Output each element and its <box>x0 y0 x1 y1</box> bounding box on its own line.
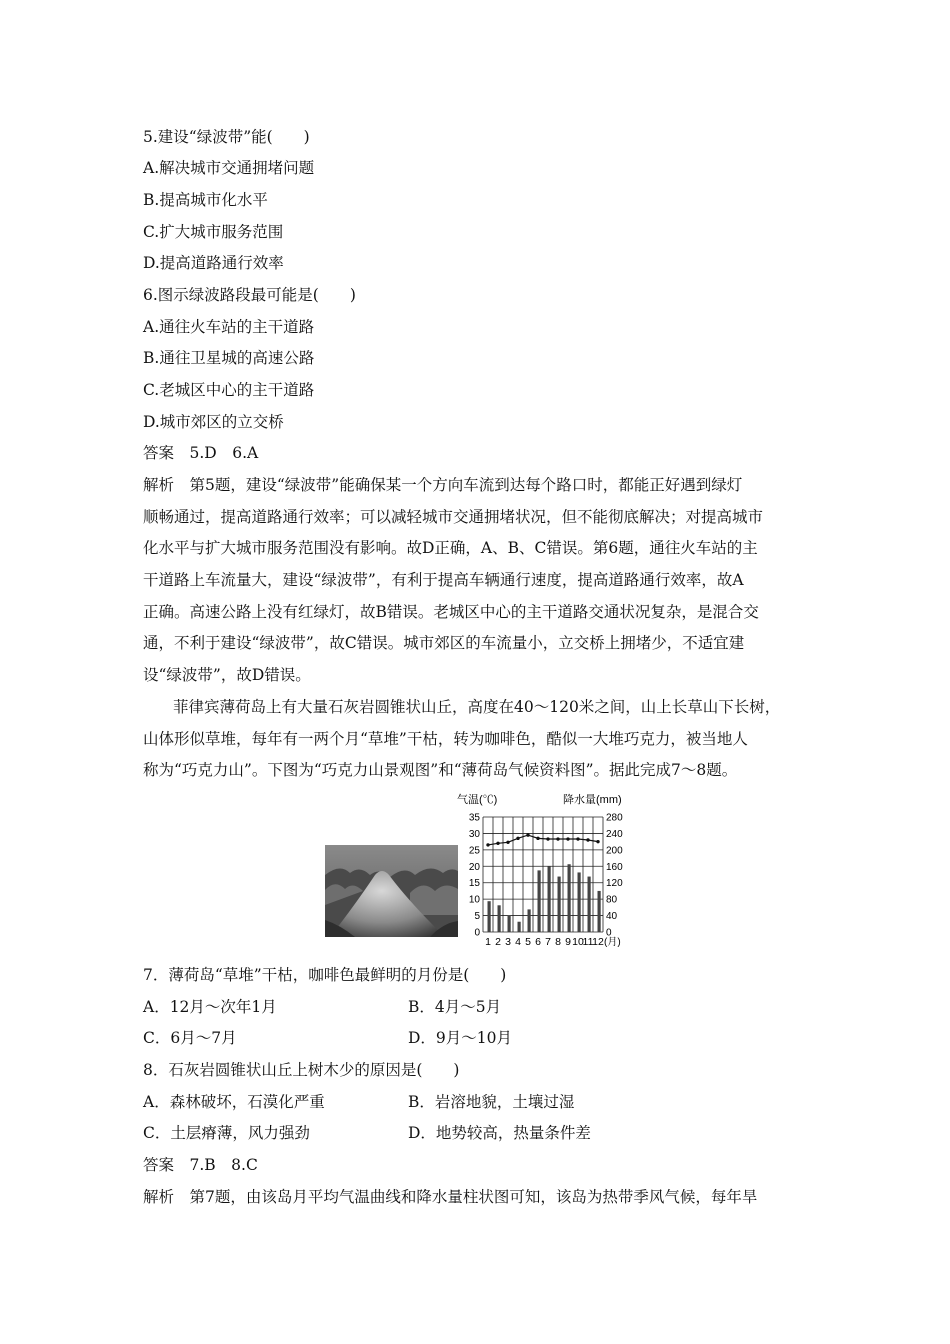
month-label: 6 <box>535 936 541 948</box>
question-7-option-c: C．6月～7月 <box>143 1029 237 1047</box>
precipitation-bar <box>498 905 501 932</box>
precipitation-bar <box>598 891 601 932</box>
left-tick-label: 20 <box>468 861 480 873</box>
left-tick-label: 15 <box>468 878 480 890</box>
analysis-5-6-line: 设“绿波带”，故D错误。 <box>143 666 311 684</box>
month-label: 3 <box>505 936 511 948</box>
precipitation-bar <box>588 877 591 932</box>
left-tick-label: 0 <box>474 927 480 939</box>
temperature-point <box>596 840 599 843</box>
analysis-5-6-line: 化水平与扩大城市服务范围没有影响。故D正确，A、B、C错误。第6题，通往火车站的主 <box>143 539 758 557</box>
question-5-option-b: B.提高城市化水平 <box>143 191 268 209</box>
precipitation-bar <box>548 866 551 932</box>
precipitation-bar <box>538 870 541 932</box>
passage-line: 菲律宾薄荷岛上有大量石灰岩圆锥状山丘，高度在40～120米之间，山上长草山下长树， <box>173 698 781 716</box>
month-unit-label: (月) <box>604 937 621 948</box>
question-7-option-a: A．12月～次年1月 <box>143 998 277 1016</box>
left-tick-label: 10 <box>468 894 480 906</box>
month-label: 12 <box>592 936 604 948</box>
temperature-point <box>536 837 539 840</box>
question-8-stem: 8．石灰岩圆锥状山丘上树木少的原因是( ) <box>143 1061 460 1079</box>
analysis-5-6-line: 解析 第5题，建设“绿波带”能确保某一个方向车流到达每个路口时，都能正好遇到绿灯 <box>143 476 743 494</box>
month-label: 5 <box>525 936 531 948</box>
question-7-stem: 7．薄荷岛“草堆”干枯，咖啡色最鲜明的月份是( ) <box>143 966 507 984</box>
question-8-option-a: A．森林破坏，石漠化严重 <box>143 1093 325 1111</box>
analysis-5-6-line: 顺畅通过，提高道路通行效率；可以减轻城市交通拥堵状况，但不能彻底解决；对提高城市 <box>143 508 764 526</box>
answer-5-6: 答案 5.D 6.A <box>143 444 259 462</box>
left-tick-label: 5 <box>474 911 480 923</box>
right-tick-label: 240 <box>606 828 623 840</box>
analysis-5-6-line: 干道路上车流量大，建设“绿波带”，有利于提高车辆通行速度，提高道路通行效率，故A <box>143 571 744 589</box>
month-label: 2 <box>495 936 501 948</box>
question-5-option-a: A.解决城市交通拥堵问题 <box>143 159 315 177</box>
month-label: 8 <box>555 936 561 948</box>
left-tick-label: 25 <box>468 845 480 857</box>
question-7-option-b: B．4月～5月 <box>408 998 502 1016</box>
temperature-point <box>496 842 499 845</box>
month-label: 1 <box>485 936 491 948</box>
answer-7-8: 答案 7.B 8.C <box>143 1156 258 1174</box>
right-tick-label: 0 <box>606 927 612 939</box>
right-tick-label: 280 <box>606 812 623 824</box>
question-8-option-d: D．地势较高，热量条件差 <box>408 1124 591 1142</box>
temperature-point <box>486 843 489 846</box>
question-5-option-c: C.扩大城市服务范围 <box>143 223 284 241</box>
temperature-point <box>556 837 559 840</box>
climate-chart <box>455 790 635 955</box>
precipitation-bar <box>528 909 531 932</box>
left-tick-label: 30 <box>468 828 480 840</box>
question-6-option-d: D.城市郊区的立交桥 <box>143 413 284 431</box>
analysis-5-6-line: 通，不利于建设“绿波带”，故C错误。城市郊区的车流量小，立交桥上拥堵少，不适宜建 <box>143 634 745 652</box>
left-axis-label: 气温(℃) <box>457 794 498 806</box>
right-axis-label: 降水量(mm) <box>563 794 622 806</box>
precipitation-bar <box>578 872 581 932</box>
temperature-point <box>506 841 509 844</box>
month-label: 10 <box>572 936 584 948</box>
month-label: 7 <box>545 936 551 948</box>
question-6-stem: 6.图示绿波路段最可能是( ) <box>143 286 356 304</box>
temperature-point <box>516 837 519 840</box>
question-6-option-c: C.老城区中心的主干道路 <box>143 381 315 399</box>
chocolate-hills-photo <box>325 845 458 937</box>
precipitation-bar <box>558 877 561 932</box>
right-tick-label: 160 <box>606 861 623 873</box>
temperature-point <box>576 837 579 840</box>
question-6-option-b: B.通往卫星城的高速公路 <box>143 349 315 367</box>
analysis-7-8-line: 解析 第7题，由该岛月平均气温曲线和降水量柱状图可知，该岛为热带季风气候，每年旱 <box>143 1188 758 1206</box>
precipitation-bar <box>568 864 571 932</box>
month-label: 11 <box>582 936 594 948</box>
right-tick-label: 200 <box>606 845 623 857</box>
question-8-option-c: C．土层瘠薄，风力强劲 <box>143 1124 310 1142</box>
left-tick-label: 35 <box>468 812 480 824</box>
temperature-point <box>526 833 529 836</box>
precipitation-bar <box>518 922 521 932</box>
temperature-point <box>546 837 549 840</box>
passage-line: 称为“巧克力山”。下图为“巧克力山景观图”和“薄荷岛气候资料图”。据此完成7～8题。 <box>143 761 738 779</box>
precipitation-bar <box>488 901 491 932</box>
analysis-5-6-line: 正确。高速公路上没有红绿灯，故B错误。老城区中心的主干道路交通状况复杂，是混合交 <box>143 603 759 621</box>
month-label: 9 <box>565 936 571 948</box>
right-tick-label: 80 <box>606 894 618 906</box>
temperature-point <box>586 838 589 841</box>
precipitation-bar <box>508 916 511 932</box>
question-5-option-d: D.提高道路通行效率 <box>143 254 284 272</box>
question-8-option-b: B．岩溶地貌，土壤过湿 <box>408 1093 575 1111</box>
month-label: 4 <box>515 936 521 948</box>
temperature-point <box>566 837 569 840</box>
question-7-option-d: D．9月～10月 <box>408 1029 513 1047</box>
passage-line: 山体形似草堆，每年有一两个月“草堆”干枯，转为咖啡色，酷似一大堆巧克力，被当地人 <box>143 730 748 748</box>
right-tick-label: 40 <box>606 911 618 923</box>
question-6-option-a: A.通往火车站的主干道路 <box>143 318 315 336</box>
question-5-stem: 5.建设“绿波带”能( ) <box>143 128 310 146</box>
right-tick-label: 120 <box>606 878 623 890</box>
